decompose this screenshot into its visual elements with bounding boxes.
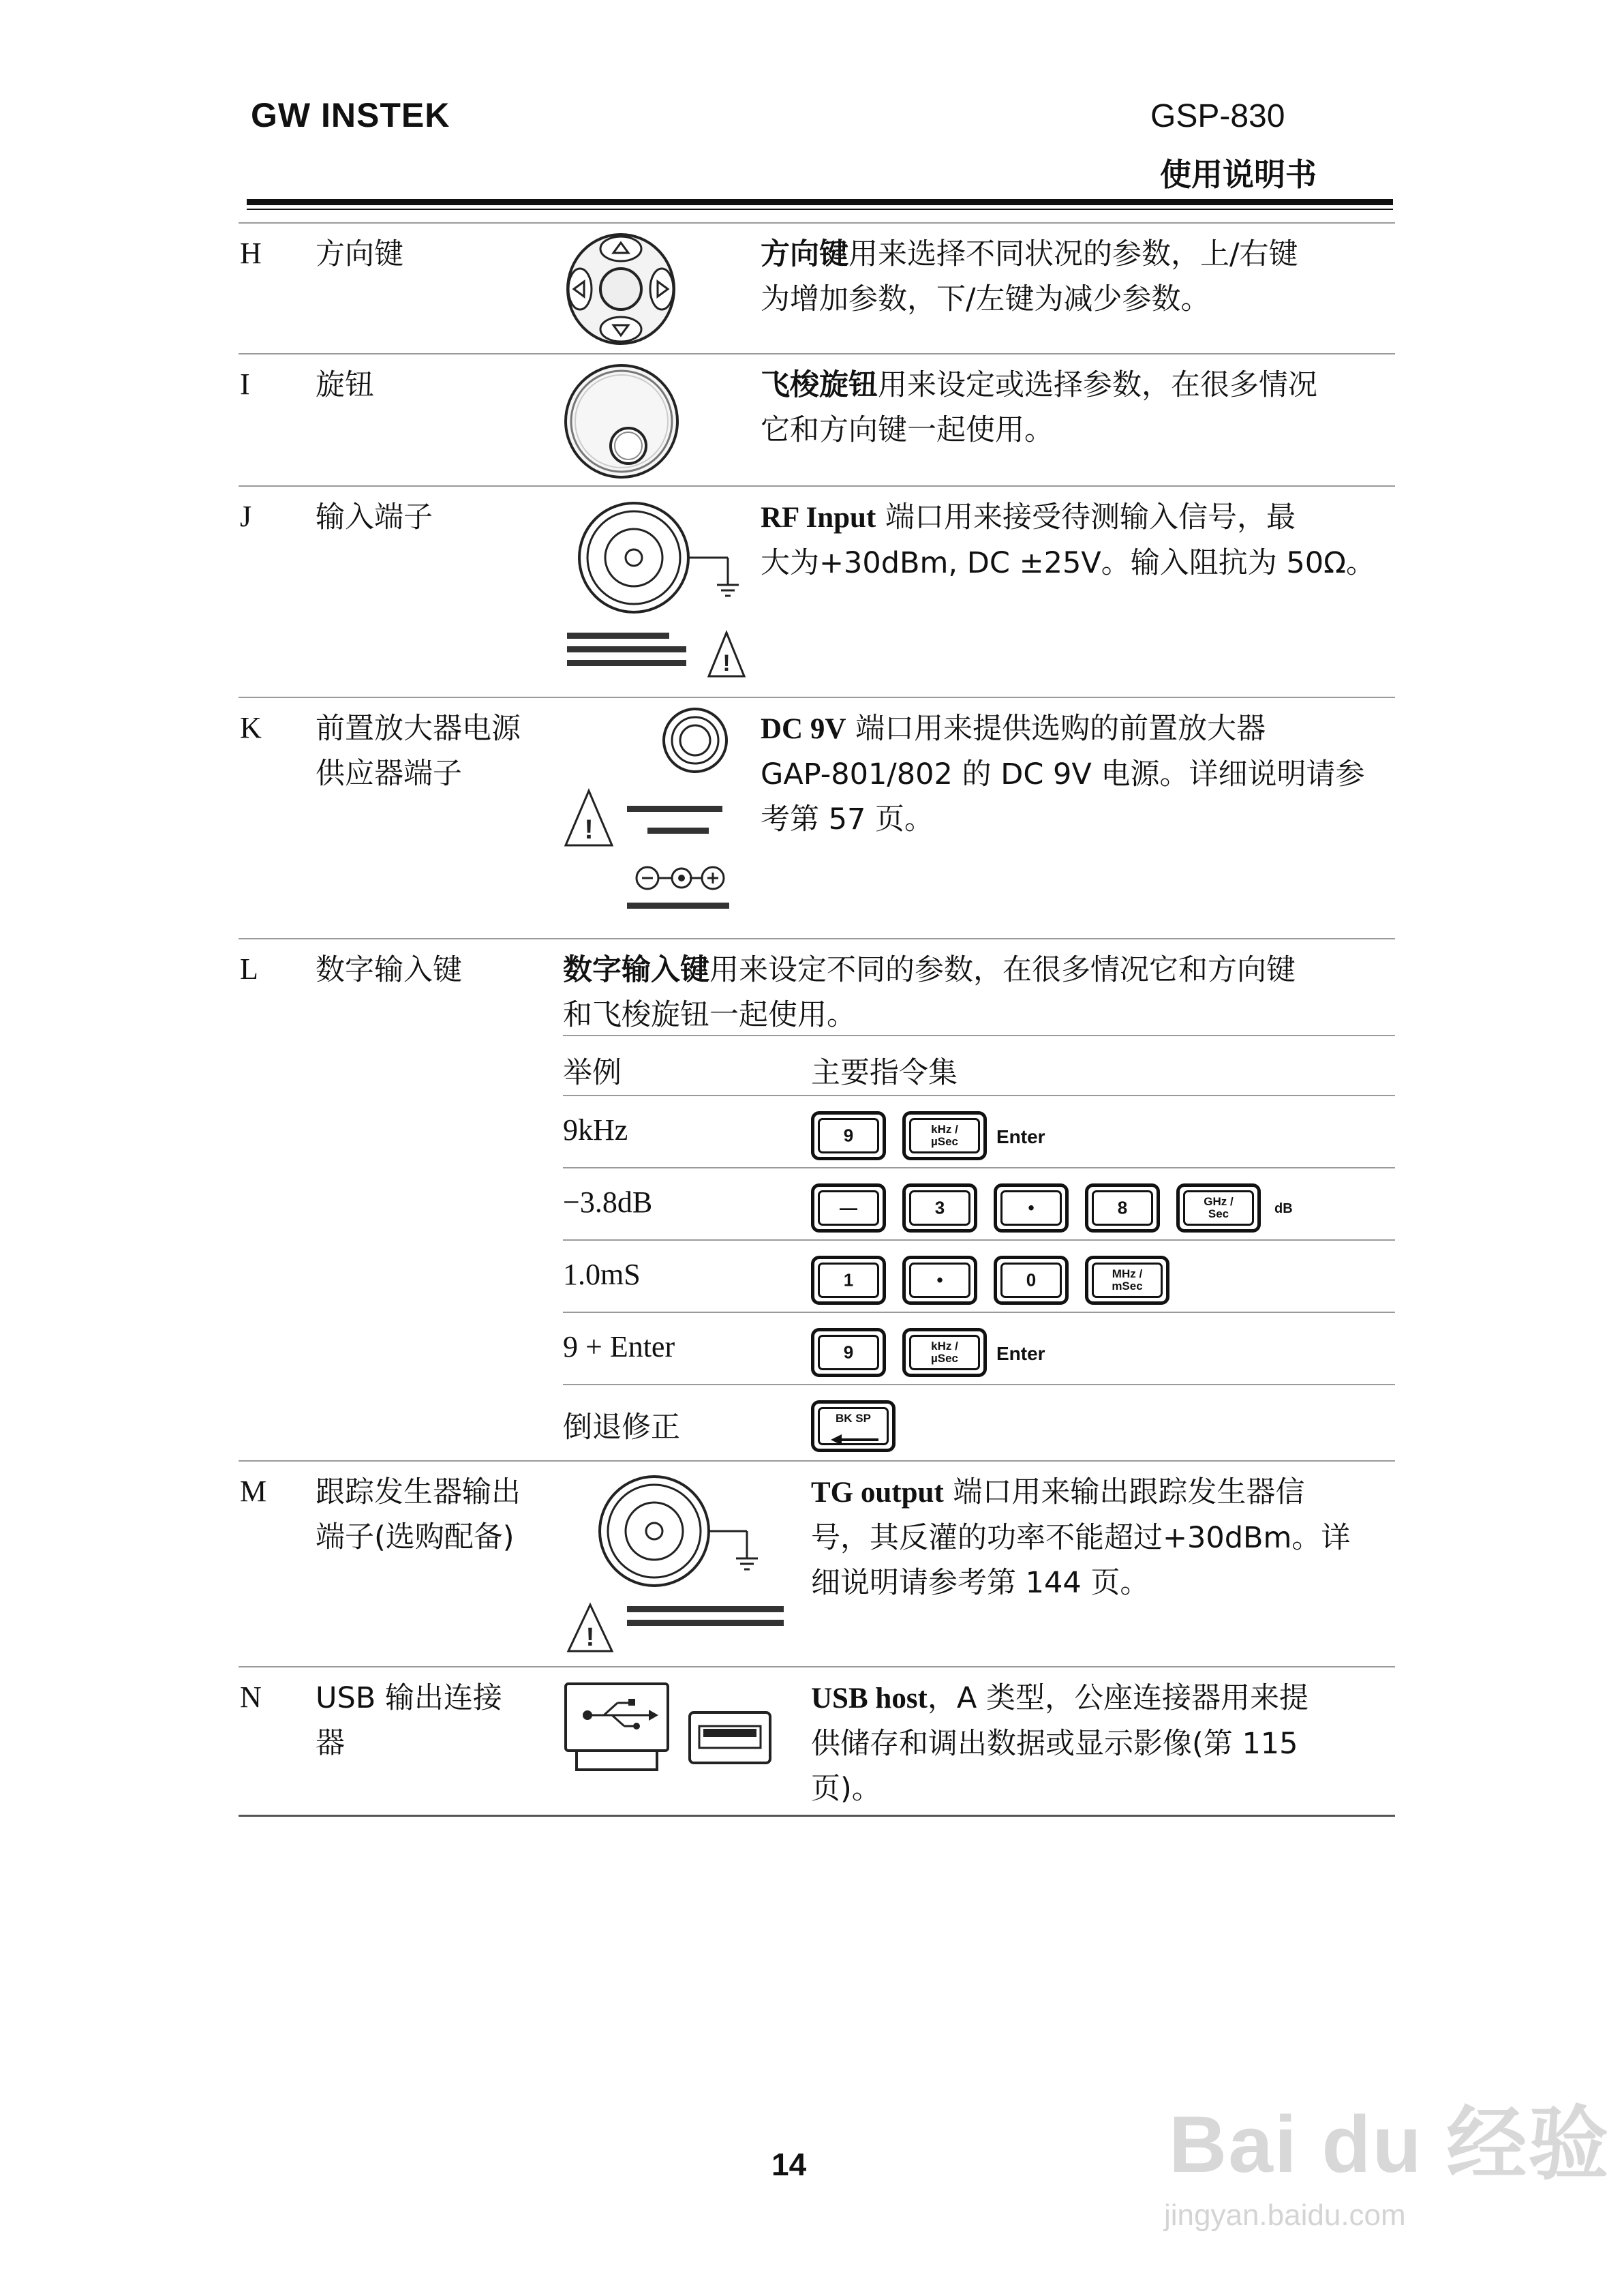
row-letter: H xyxy=(240,237,262,270)
row-name: 跟踪发生器输出 端子(选购配备) xyxy=(316,1475,521,1554)
example-value: 倒退修正 xyxy=(563,1410,680,1445)
header-rule xyxy=(247,199,1393,205)
row-description: 数字输入键用来设定不同的参数，在很多情况它和方向键 和飞梭旋钮一起使用。 xyxy=(563,953,1296,1032)
rf-input-connector-icon xyxy=(566,496,750,690)
row-letter: J xyxy=(240,500,252,533)
table-bottom-rule xyxy=(239,1815,1395,1817)
example-value: −3.8dB xyxy=(563,1185,653,1219)
subtable-divider xyxy=(563,1095,1395,1096)
key-mhz-msec: MHz / mSec xyxy=(1085,1256,1169,1305)
subtable-divider xyxy=(563,1312,1395,1313)
arrow-keys-icon xyxy=(563,230,679,348)
subtable-divider xyxy=(563,1239,1395,1241)
row-name: 旋钮 xyxy=(316,368,374,402)
page-number: 14 xyxy=(771,2147,807,2182)
row-name: USB 输出连接 器 xyxy=(316,1681,502,1760)
row-name: 方向键 xyxy=(316,237,403,271)
key-dot: • xyxy=(902,1256,977,1305)
row-letter: I xyxy=(240,367,250,401)
subtable-header-commands: 主要指令集 xyxy=(811,1056,958,1090)
db-label: dB xyxy=(1274,1201,1293,1216)
subtable-header-example: 举例 xyxy=(563,1056,622,1090)
key-backspace: BK SP xyxy=(811,1400,896,1452)
row-divider xyxy=(239,938,1395,939)
manual-title: 使用说明书 xyxy=(1160,156,1317,193)
row-letter: K xyxy=(240,711,262,744)
model-name: GSP-830 xyxy=(1150,98,1285,134)
key-8: 8 xyxy=(1085,1183,1160,1233)
rotary-knob-icon xyxy=(560,361,683,481)
svg-text:!: ! xyxy=(584,815,594,845)
tg-output-connector-icon xyxy=(559,1471,791,1662)
key-khz-usec: kHz / µSec xyxy=(902,1111,987,1160)
example-value: 1.0mS xyxy=(563,1258,641,1291)
subtable-divider xyxy=(563,1384,1395,1385)
subtable-divider xyxy=(563,1035,1395,1036)
key-khz-usec: kHz / µSec xyxy=(902,1328,987,1377)
enter-label: Enter xyxy=(996,1343,1045,1364)
row-divider xyxy=(239,1460,1395,1462)
svg-text:!: ! xyxy=(585,1623,595,1652)
example-value: 9 + Enter xyxy=(563,1330,675,1363)
usb-connector-icon xyxy=(563,1681,774,1783)
subtable-divider xyxy=(563,1167,1395,1168)
example-value: 9kHz xyxy=(563,1113,628,1147)
key-dot: • xyxy=(994,1183,1069,1233)
watermark-url: jingyan.baidu.com xyxy=(1164,2199,1406,2232)
row-description: 飞梭旋钮用来设定或选择参数，在很多情况 它和方向键一起使用。 xyxy=(761,368,1317,447)
row-description: USB host，A 类型，公座连接器用来提 供储存和调出数据或显示影像(第 115 页)。 xyxy=(811,1681,1309,1806)
dc-power-jack-icon xyxy=(559,705,763,935)
row-divider xyxy=(239,697,1395,698)
row-divider xyxy=(239,485,1395,487)
row-letter: M xyxy=(240,1475,267,1508)
header-rule-thin xyxy=(247,209,1393,210)
backspace-arrow-icon xyxy=(831,1434,880,1446)
row-letter: N xyxy=(240,1680,262,1714)
row-name: 输入端子 xyxy=(316,500,433,534)
brand-logo: GW INSTEK xyxy=(251,96,450,134)
watermark-brand: Bai du 经验 xyxy=(1169,2100,1610,2190)
key-0: 0 xyxy=(994,1256,1069,1305)
key-ghz-sec: GHz / Sec xyxy=(1176,1183,1261,1233)
row-divider xyxy=(239,1666,1395,1667)
row-letter: L xyxy=(240,952,258,986)
enter-label: Enter xyxy=(996,1126,1045,1147)
row-description: DC 9V 端口用来提供选购的前置放大器 GAP-801/802 的 DC 9V 电源。详细说明请参 考第 57 页。 xyxy=(761,712,1365,836)
key-minus: — xyxy=(811,1183,886,1233)
row-description: RF Input 端口用来接受待测输入信号，最 大为+30dBm, DC ±25V。输入阻抗为 50Ω。 xyxy=(761,500,1375,580)
row-description: 方向键用来选择不同状况的参数，上/右键 为增加参数，下/左键为减少参数。 xyxy=(761,237,1298,316)
row-name: 数字输入键 xyxy=(316,953,462,987)
key-9: 9 xyxy=(811,1111,886,1160)
row-divider xyxy=(239,222,1395,224)
key-9: 9 xyxy=(811,1328,886,1377)
svg-text:!: ! xyxy=(722,650,731,676)
row-divider xyxy=(239,353,1395,354)
key-1: 1 xyxy=(811,1256,886,1305)
row-description: TG output 端口用来输出跟踪发生器信 号，其反灌的功率不能超过+30dBm。详 细说明请参考第 144 页。 xyxy=(811,1475,1351,1600)
row-name: 前置放大器电源 供应器端子 xyxy=(316,712,521,791)
key-3: 3 xyxy=(902,1183,977,1233)
